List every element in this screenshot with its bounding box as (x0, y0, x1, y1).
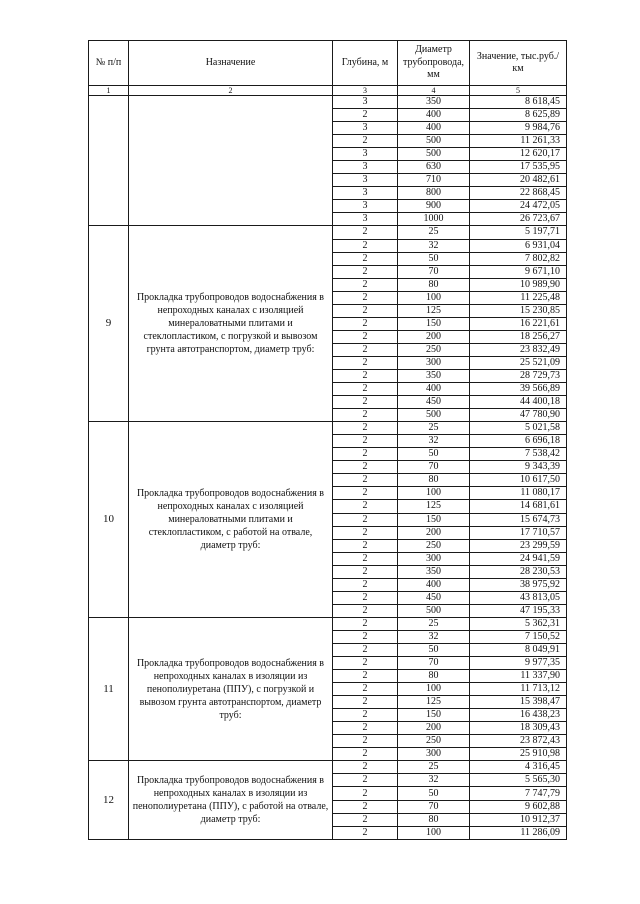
value-cell: 16 221,61 (470, 317, 567, 330)
diameter-cell: 150 (398, 317, 470, 330)
column-number: 5 (470, 86, 567, 96)
value-cell: 15 230,85 (470, 304, 567, 317)
value-cell: 8 625,89 (470, 109, 567, 122)
depth-cell: 3 (333, 200, 398, 213)
value-cell: 11 337,90 (470, 670, 567, 683)
depth-cell: 2 (333, 617, 398, 630)
depth-cell: 2 (333, 409, 398, 422)
value-cell: 23 872,43 (470, 735, 567, 748)
depth-cell: 2 (333, 448, 398, 461)
diameter-cell: 50 (398, 448, 470, 461)
item-number: 11 (89, 617, 129, 761)
item-description: Прокладка трубопроводов водоснабжения в непроходных каналах в изоляции из пенополиуретана (ППУ), с погрузкой и вывозом грунта автотранспортом, диаметр труб: (129, 617, 333, 761)
header-num: № п/п (89, 41, 129, 86)
depth-cell: 2 (333, 722, 398, 735)
diameter-cell: 150 (398, 513, 470, 526)
value-cell: 5 021,58 (470, 422, 567, 435)
value-cell: 11 713,12 (470, 683, 567, 696)
depth-cell: 2 (333, 709, 398, 722)
value-cell: 9 977,35 (470, 657, 567, 670)
value-cell: 28 729,73 (470, 369, 567, 382)
diameter-cell: 100 (398, 291, 470, 304)
diameter-cell: 400 (398, 109, 470, 122)
depth-cell: 2 (333, 252, 398, 265)
value-cell: 9 602,88 (470, 800, 567, 813)
depth-cell: 2 (333, 474, 398, 487)
column-number: 4 (398, 86, 470, 96)
value-cell: 18 309,43 (470, 722, 567, 735)
depth-cell: 2 (333, 135, 398, 148)
value-cell: 7 802,82 (470, 252, 567, 265)
depth-cell: 3 (333, 187, 398, 200)
column-number: 2 (129, 86, 333, 96)
diameter-cell: 500 (398, 409, 470, 422)
value-cell: 28 230,53 (470, 565, 567, 578)
depth-cell: 2 (333, 748, 398, 761)
item-description: Прокладка трубопроводов водоснабжения в непроходных каналах с изоляцией минераловатными плитами и стеклопластиком, с погрузкой и вывозом грунта автотранспортом, диаметр труб: (129, 226, 333, 422)
table-row (89, 761, 567, 774)
value-cell: 23 299,59 (470, 539, 567, 552)
depth-cell: 2 (333, 226, 398, 239)
header-purpose: Назначение (129, 41, 333, 86)
value-cell: 6 696,18 (470, 435, 567, 448)
diameter-cell: 50 (398, 643, 470, 656)
depth-cell: 2 (333, 643, 398, 656)
diameter-cell: 300 (398, 356, 470, 369)
depth-cell: 2 (333, 735, 398, 748)
value-cell: 24 472,05 (470, 200, 567, 213)
diameter-cell: 32 (398, 630, 470, 643)
depth-cell: 2 (333, 670, 398, 683)
diameter-cell: 32 (398, 239, 470, 252)
depth-cell: 2 (333, 565, 398, 578)
depth-cell: 2 (333, 774, 398, 787)
value-cell: 5 362,31 (470, 617, 567, 630)
diameter-cell: 100 (398, 487, 470, 500)
diameter-cell: 900 (398, 200, 470, 213)
diameter-cell: 350 (398, 565, 470, 578)
column-number: 1 (89, 86, 129, 96)
diameter-cell: 250 (398, 735, 470, 748)
value-cell: 7 150,52 (470, 630, 567, 643)
depth-cell: 2 (333, 304, 398, 317)
depth-cell: 2 (333, 291, 398, 304)
depth-cell: 2 (333, 278, 398, 291)
diameter-cell: 250 (398, 539, 470, 552)
price-table (88, 40, 567, 840)
diameter-cell: 25 (398, 226, 470, 239)
value-cell: 11 225,48 (470, 291, 567, 304)
depth-cell: 3 (333, 148, 398, 161)
value-cell: 47 780,90 (470, 409, 567, 422)
diameter-cell: 400 (398, 383, 470, 396)
depth-cell: 2 (333, 578, 398, 591)
value-cell: 18 256,27 (470, 330, 567, 343)
depth-cell: 2 (333, 396, 398, 409)
depth-cell: 2 (333, 265, 398, 278)
value-cell: 12 620,17 (470, 148, 567, 161)
diameter-cell: 350 (398, 369, 470, 382)
depth-cell: 2 (333, 761, 398, 774)
depth-cell: 2 (333, 539, 398, 552)
value-cell: 9 671,10 (470, 265, 567, 278)
diameter-cell: 400 (398, 122, 470, 135)
diameter-cell: 50 (398, 787, 470, 800)
diameter-cell: 50 (398, 252, 470, 265)
value-cell: 9 984,76 (470, 122, 567, 135)
value-cell: 17 535,95 (470, 161, 567, 174)
diameter-cell: 125 (398, 304, 470, 317)
depth-cell: 2 (333, 604, 398, 617)
depth-cell: 2 (333, 343, 398, 356)
header-diameter: Диаметр трубопровода, мм (398, 41, 470, 86)
diameter-cell: 70 (398, 265, 470, 278)
depth-cell: 2 (333, 383, 398, 396)
value-cell: 44 400,18 (470, 396, 567, 409)
header-value: Значение, тыс.руб./км (470, 41, 567, 86)
value-cell: 10 617,50 (470, 474, 567, 487)
depth-cell: 2 (333, 487, 398, 500)
depth-cell: 2 (333, 552, 398, 565)
diameter-cell: 100 (398, 826, 470, 839)
diameter-cell: 150 (398, 709, 470, 722)
depth-cell: 2 (333, 657, 398, 670)
value-cell: 11 261,33 (470, 135, 567, 148)
depth-cell: 3 (333, 96, 398, 109)
depth-cell: 3 (333, 122, 398, 135)
diameter-cell: 400 (398, 578, 470, 591)
table-row (89, 422, 567, 435)
depth-cell: 2 (333, 813, 398, 826)
diameter-cell: 80 (398, 278, 470, 291)
value-cell: 43 813,05 (470, 591, 567, 604)
value-cell: 16 438,23 (470, 709, 567, 722)
depth-cell: 3 (333, 161, 398, 174)
diameter-cell: 200 (398, 330, 470, 343)
value-cell: 38 975,92 (470, 578, 567, 591)
diameter-cell: 125 (398, 500, 470, 513)
value-cell: 39 566,89 (470, 383, 567, 396)
value-cell: 7 538,42 (470, 448, 567, 461)
diameter-cell: 350 (398, 96, 470, 109)
value-cell: 5 197,71 (470, 226, 567, 239)
value-cell: 9 343,39 (470, 461, 567, 474)
diameter-cell: 1000 (398, 213, 470, 226)
diameter-cell: 70 (398, 800, 470, 813)
item-number (89, 96, 129, 226)
diameter-cell: 450 (398, 591, 470, 604)
value-cell: 7 747,79 (470, 787, 567, 800)
item-number: 12 (89, 761, 129, 839)
depth-cell: 2 (333, 800, 398, 813)
diameter-cell: 25 (398, 761, 470, 774)
value-cell: 5 565,30 (470, 774, 567, 787)
depth-cell: 3 (333, 213, 398, 226)
diameter-cell: 500 (398, 604, 470, 617)
depth-cell: 2 (333, 422, 398, 435)
column-number: 3 (333, 86, 398, 96)
value-cell: 14 681,61 (470, 500, 567, 513)
value-cell: 24 941,59 (470, 552, 567, 565)
depth-cell: 2 (333, 683, 398, 696)
value-cell: 47 195,33 (470, 604, 567, 617)
diameter-cell: 630 (398, 161, 470, 174)
diameter-cell: 250 (398, 343, 470, 356)
diameter-cell: 200 (398, 722, 470, 735)
header-depth: Глубина, м (333, 41, 398, 86)
value-cell: 15 674,73 (470, 513, 567, 526)
diameter-cell: 80 (398, 474, 470, 487)
item-description (129, 96, 333, 226)
diameter-cell: 25 (398, 422, 470, 435)
value-cell: 22 868,45 (470, 187, 567, 200)
depth-cell: 2 (333, 109, 398, 122)
diameter-cell: 300 (398, 552, 470, 565)
depth-cell: 2 (333, 500, 398, 513)
value-cell: 10 989,90 (470, 278, 567, 291)
value-cell: 25 910,98 (470, 748, 567, 761)
header-row (89, 41, 567, 86)
table-row (89, 226, 567, 239)
depth-cell: 2 (333, 513, 398, 526)
diameter-cell: 70 (398, 657, 470, 670)
value-cell: 17 710,57 (470, 526, 567, 539)
diameter-cell: 200 (398, 526, 470, 539)
diameter-cell: 80 (398, 813, 470, 826)
table-body (89, 96, 567, 840)
value-cell: 4 316,45 (470, 761, 567, 774)
depth-cell: 2 (333, 630, 398, 643)
value-cell: 6 931,04 (470, 239, 567, 252)
item-number: 10 (89, 422, 129, 618)
value-cell: 23 832,49 (470, 343, 567, 356)
value-cell: 8 049,91 (470, 643, 567, 656)
diameter-cell: 125 (398, 696, 470, 709)
diameter-cell: 300 (398, 748, 470, 761)
depth-cell: 2 (333, 826, 398, 839)
diameter-cell: 450 (398, 396, 470, 409)
value-cell: 15 398,47 (470, 696, 567, 709)
diameter-cell: 500 (398, 135, 470, 148)
value-cell: 8 618,45 (470, 96, 567, 109)
value-cell: 20 482,61 (470, 174, 567, 187)
diameter-cell: 70 (398, 461, 470, 474)
depth-cell: 2 (333, 435, 398, 448)
item-number: 9 (89, 226, 129, 422)
table-row (89, 617, 567, 630)
depth-cell: 2 (333, 526, 398, 539)
diameter-cell: 32 (398, 435, 470, 448)
depth-cell: 2 (333, 330, 398, 343)
depth-cell: 2 (333, 787, 398, 800)
value-cell: 26 723,67 (470, 213, 567, 226)
diameter-cell: 25 (398, 617, 470, 630)
depth-cell: 2 (333, 461, 398, 474)
value-cell: 25 521,09 (470, 356, 567, 369)
depth-cell: 2 (333, 356, 398, 369)
value-cell: 11 286,09 (470, 826, 567, 839)
diameter-cell: 710 (398, 174, 470, 187)
column-number-row (89, 86, 567, 96)
depth-cell: 2 (333, 591, 398, 604)
item-description: Прокладка трубопроводов водоснабжения в непроходных каналах с изоляцией минераловатными плитами и стеклопластиком, с работой на отвале, диаметр труб: (129, 422, 333, 618)
item-description: Прокладка трубопроводов водоснабжения в непроходных каналах в изоляции из пенополиуретана (ППУ), с работой на отвале, диаметр труб: (129, 761, 333, 839)
diameter-cell: 100 (398, 683, 470, 696)
diameter-cell: 80 (398, 670, 470, 683)
diameter-cell: 500 (398, 148, 470, 161)
value-cell: 11 080,17 (470, 487, 567, 500)
diameter-cell: 800 (398, 187, 470, 200)
depth-cell: 2 (333, 239, 398, 252)
depth-cell: 2 (333, 696, 398, 709)
depth-cell: 2 (333, 317, 398, 330)
depth-cell: 3 (333, 174, 398, 187)
depth-cell: 2 (333, 369, 398, 382)
table-row (89, 96, 567, 109)
diameter-cell: 32 (398, 774, 470, 787)
value-cell: 10 912,37 (470, 813, 567, 826)
